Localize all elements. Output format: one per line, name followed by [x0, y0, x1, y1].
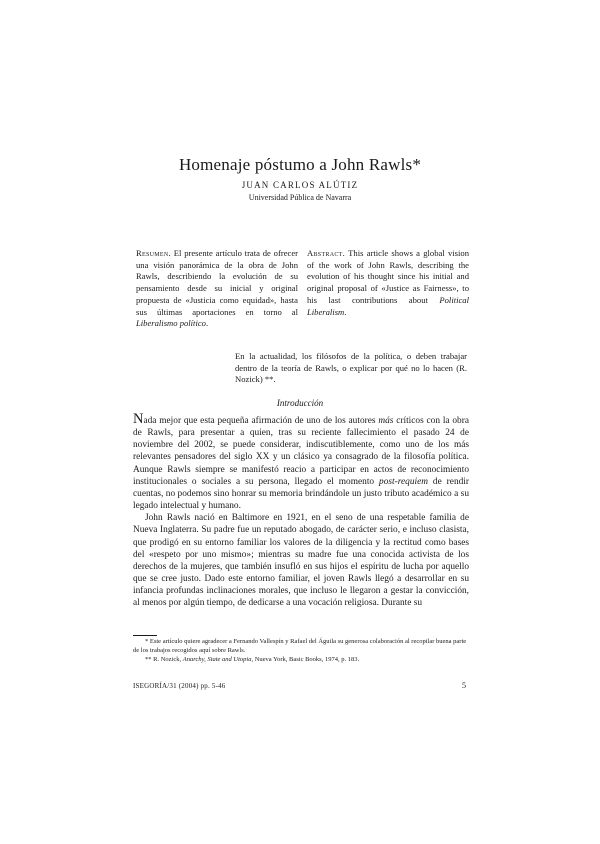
- article-title: Homenaje póstumo a John Rawls*: [178, 155, 422, 174]
- abstract-es-text: El presente artículo trata de ofrecer una visión panorámica de la obra de John Rawls, describiendo la evolución de su pensamiento desde su inicial y original propuesta de «Justicia como equidad», hasta sus últimas aportaciones en torno al: [136, 248, 298, 317]
- footnote-2-part-c: , Nueva York, Basic Books, 1974, p. 183.: [251, 656, 360, 664]
- body-text: [133, 411, 469, 610]
- paragraph-1-part-e: de rendir cuentas, no podemos sino honrar su memoria brindándole un justo tributo académico a su legado intelectual y humano.: [133, 476, 469, 512]
- journal-citation: ISEGORÍA/31 (2004) pp. 5-46: [133, 682, 226, 690]
- page-number: 5: [462, 681, 466, 690]
- footnotes: [133, 637, 469, 665]
- abstract-en-italic: Political Liberalism: [307, 294, 469, 317]
- abstract-en-text: This article shows a global vision of the work of John Rawls, describing the evolution of his thought since his initial and original proposal of «Justice as Fairness», to his last contributions about: [307, 248, 469, 305]
- footnote-rule: [133, 635, 157, 636]
- paragraph-1-italic-post-requiem: post-requiem: [379, 476, 428, 487]
- abstract-en-label: Abstract.: [307, 248, 346, 258]
- footnote-2-book-title: Anarchy, State and Utopia: [182, 656, 252, 664]
- abstract-spanish: [136, 248, 298, 330]
- section-heading: Introducción: [276, 398, 324, 408]
- paragraph-1-part-a: ada mejor que esta pequeña afirmación de uno de los autores: [143, 416, 379, 426]
- paragraph-2: John Rawls nació en Baltimore en 1921, en el seno de una respetable familia de Nueva Inglaterra. Su padre fue un reputado abogado, de carácter serio, e incluso clasista, que prodigó en su entorno familiar los valores de la diligencia y la rectitud como bases del «respeto por uno mismo»; mientras su madre fue una conocida activista de los derechos de la mujeres, que también insufló en sus hijos el espíritu de lucha por aquello que se cree justo. Dado este entorno familiar, el joven Rawls llegó a desarrollar en su infancia profundas inclinaciones morales, que incluso le llegaron a gestar la convicción, al menos por algún tiempo, de dedicarse a una vocación religiosa. Durante su: [133, 513, 469, 609]
- paragraph-1-part-c: críticos con la obra de Rawls, para presentar a quien, tras su reciente fallecimiento el pasado 24 de noviembre del 2002, se puede considerar, indiscutiblemente, como uno de los más relevantes pensadores del siglo XX y un clásico ya consagrado de la filosofía política. Aunque Rawls siempre se manifestó reacio a participar en actos de reconocimiento institucionales o sociales a su persona, llegado el momento: [133, 416, 469, 487]
- abstract-es-label: Resumen.: [136, 248, 171, 258]
- footnote-2: [133, 655, 469, 664]
- abstract-en-end: .: [344, 306, 347, 317]
- abstract-es-italic: Liberalismo político: [136, 318, 206, 329]
- author-name: JUAN CARLOS ALÚTIZ: [241, 180, 359, 190]
- footnote-2-part-a: ** R. Nozick,: [145, 656, 183, 664]
- drop-cap: N: [133, 411, 144, 427]
- epigraph-quote: En la actualidad, los filósofos de la política, o deben trabajar dentro de la teoría de Rawls, o explicar por qué no lo hacen (R. Nozick) **.: [235, 351, 467, 385]
- abstract-english: [307, 248, 469, 318]
- paragraph-1-italic-mas: más: [378, 416, 394, 426]
- abstract-es-end: .: [205, 318, 209, 329]
- paragraph-1: [133, 411, 469, 512]
- author-affiliation: Universidad Pública de Navarra: [248, 193, 352, 202]
- footnote-1: * Este artículo quiere agradecer a Fernando Vallespín y Rafael del Águila su generosa colaboración al recopilar buena parte de los trabajos recogidos aquí sobre Rawls.: [133, 638, 467, 655]
